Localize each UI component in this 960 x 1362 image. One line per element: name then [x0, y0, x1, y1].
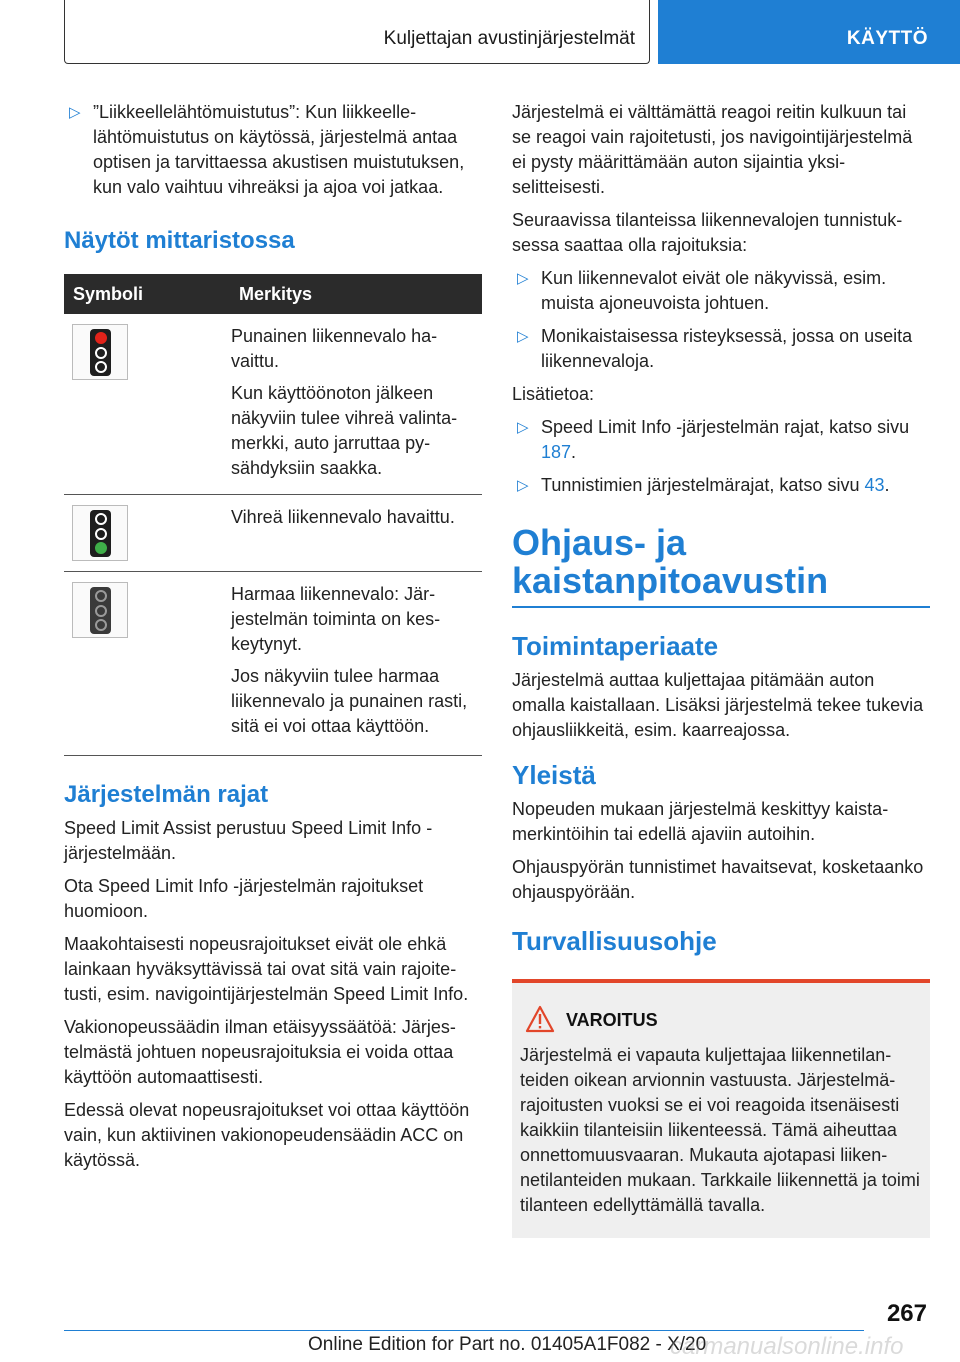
warning-header [520, 1005, 922, 1035]
paragraph: Edessä olevat nopeusrajoitukset voi ottaa käyttöön vain, kun aktiivinen vakionopeudensäädin ACC on käytössä. [64, 1100, 470, 1170]
watermark: carmanualsonline.info [670, 1333, 904, 1360]
triangle-bullet-icon: ▷ [517, 477, 529, 494]
running-header-section [64, 0, 650, 64]
meaning-cell [230, 314, 482, 495]
traffic-light-red-icon [72, 324, 128, 380]
bullet-text: Tunnistimien järjestelmärajat, katso sivu [541, 475, 865, 495]
page-number: 267 [886, 1300, 927, 1327]
paragraph: Vakionopeussäädin ilman etäisyyssäätöä: Järjestelmästä johtuen nopeusrajoituksia ei voida ottaa käyttöön automaattisesti. [64, 1017, 456, 1087]
list-item [512, 415, 930, 465]
warning-title: VAROITUS [566, 1010, 658, 1030]
meaning-cell [230, 495, 482, 572]
heading-displays: Näytöt mittaristossa [64, 227, 295, 254]
paragraph: Speed Limit Assist perustuu Speed Limit Info -järjestelmään. [64, 818, 433, 863]
traffic-light-grey-icon [72, 582, 128, 638]
warning-text: Järjestelmä ei vapauta kuljettajaa liikennetilanteiden oikean arvionnin vastuusta. Järjestelmärajoitusten vuoksi se ei voi reagoida itsenäisesti kaikkiin tilanteisiin liikenteessä. Tämä aiheuttaa onnettomuusvaaran. Mukauta ajotapasi liikennetilanteiden mukaan. Tarkkaile liikennettä ja toimi tilanteen edellyttämällä tavalla. [520, 1045, 920, 1215]
meaning-text: Kun käyttöönoton jälkeen näkyviin tulee vihreä valintamerkki, auto jarruttaa pysähdyksiin saakka. [231, 383, 458, 478]
paragraph: Maakohtaisesti nopeusrajoitukset eivät ole ehkä lainkaan hyväksyttävissä tai ovat sitä vain rajoitetusti, esim. navigointijärjestelmän Speed Limit Info. [64, 934, 469, 1004]
title-rule [512, 606, 930, 608]
heading-safety: Turvallisuusohje [512, 926, 717, 956]
right-column [512, 100, 930, 1238]
list-item [512, 324, 930, 374]
table-row [64, 495, 482, 572]
meaning-cell [230, 572, 482, 756]
triangle-bullet-icon: ▷ [517, 328, 529, 345]
chapter-title-line: kaistanpitoavustin [512, 560, 829, 601]
meaning-text: Punainen liikennevalo havaittu. [231, 326, 438, 371]
col-header-meaning: Merkitys [230, 274, 482, 314]
warning-triangle-icon [525, 1005, 555, 1033]
symbol-table [64, 274, 482, 756]
col-header-symbol: Symboli [64, 274, 230, 314]
heading-system-limits: Järjestelmän rajat [64, 781, 269, 808]
meaning-text: Jos näkyviin tulee harmaa liikennevalo ja punainen rasti, sitä ei voi ottaa käyttöön. [231, 666, 468, 736]
bullet-text: Kun liikennevalot eivät ole näkyvissä, esim. muista ajoneuvoista johtuen. [541, 268, 887, 313]
header-section-title: Kuljettajan avustinjärjestelmät [383, 28, 635, 49]
symbol-cell [64, 495, 230, 572]
meaning-text: Harmaa liikennevalo: Järjestelmän toiminta on keskeytynyt. [231, 584, 441, 654]
bullet-text: Speed Limit Info -järjestelmän rajat, katso sivu [541, 417, 910, 437]
paragraph: Ota Speed Limit Info -järjestelmän rajoitukset huomioon. [64, 876, 424, 921]
table-row [64, 572, 482, 756]
paragraph: Seuraavissa tilanteissa liikennevalojen tunnistuksessa saattaa olla rajoituksia: [512, 210, 903, 255]
left-column [64, 100, 482, 1181]
bullet-text: Monikaistaisessa risteyksessä, jossa on useita liikennevaloja. [541, 326, 913, 371]
warning-box [512, 979, 930, 1238]
meaning-text: Vihreä liikennevalo havaittu. [231, 507, 455, 527]
list-item [512, 473, 930, 498]
period: . [571, 442, 577, 462]
traffic-light-green-icon [72, 505, 128, 561]
list-item [512, 266, 930, 316]
chapter-title [512, 524, 930, 600]
footer-edition: Online Edition for Part no. 01405A1F082 - X/20 [308, 1334, 707, 1355]
heading-principle: Toimintaperiaate [512, 631, 719, 661]
paragraph: Järjestelmä ei välttämättä reagoi reitin kulkuun tai se reagoi vain rajoitetusti, jos navigointijärjestelmä ei pysty määrittämään auton sijaintia yksiselitteisesti. [512, 102, 913, 197]
triangle-bullet-icon: ▷ [517, 419, 529, 436]
paragraph: Ohjauspyörän tunnistimet havaitsevat, kosketaanko ohjauspyörään. [512, 857, 924, 902]
period: . [884, 475, 890, 495]
triangle-bullet-icon: ▷ [69, 104, 81, 121]
page-link-187[interactable]: 187 [541, 442, 572, 462]
heading-general: Yleistä [512, 760, 596, 790]
symbol-cell [64, 572, 230, 756]
triangle-bullet-icon: ▷ [517, 270, 529, 287]
chapter-title-line: Ohjaus- ja [512, 522, 687, 563]
symbol-cell [64, 314, 230, 495]
list-item [64, 100, 482, 200]
paragraph: Lisätietoa: [512, 384, 595, 404]
paragraph: Järjestelmä auttaa kuljettajaa pitämään auton omalla kaistallaan. Lisäksi järjestelmä tekee tukevia ohjausliikkeitä, esim. kaarreajossa. [512, 670, 924, 740]
table-header-row [64, 274, 482, 314]
header-chapter-title: KÄYTTÖ [846, 28, 928, 49]
footer-rule [64, 1330, 864, 1331]
bullet-text: ”Liikkeellelähtömuistutus”: Kun liikkeellelähtömuistutus on käytössä, järjestelmä antaa optisen ja tarvittaessa akustisen muistutuksen, kun valo vaihtuu vihreäksi ja ajoa voi jatkaa. [93, 102, 465, 197]
table-row [64, 314, 482, 495]
page-link-43[interactable]: 43 [864, 475, 885, 495]
running-header-chapter [658, 0, 960, 64]
paragraph: Nopeuden mukaan järjestelmä keskittyy kaistamerkintöihin tai edellä ajaviin autoihin. [512, 799, 889, 844]
